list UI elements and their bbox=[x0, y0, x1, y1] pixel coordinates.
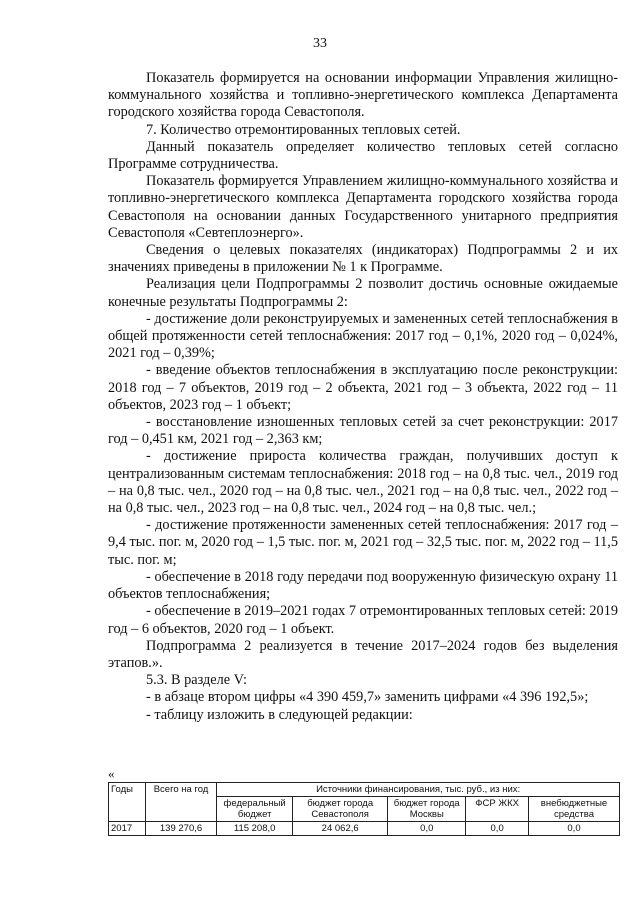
result-item: - обеспечение в 2018 году передачи под вооруженную физическую охрану 11 объектов теплоснабжения; bbox=[108, 568, 618, 603]
result-item: - восстановление изношенных тепловых сетей за счет реконструкции: 2017 год – 0,451 км, 2021 год – 2,363 км; bbox=[108, 414, 618, 448]
amendment-item: - таблицу изложить в следующей редакции: bbox=[146, 706, 413, 723]
paragraph: Сведения о целевых показателях (индикаторах) Подпрограммы 2 и их значениях приведены в приложении № 1 к Программе. bbox=[108, 242, 618, 276]
header-fsr: ФСР ЖКХ bbox=[466, 797, 529, 822]
result-item: - введение объектов теплоснабжения в эксплуатацию после реконструкции: 2018 год – 7 объектов, 2019 год – 2 объекта, 2021 год – 3 объекта, 2022 год – 11 объектов, 2023 год – 1 объект; bbox=[108, 362, 618, 413]
header-city: бюджет города Севастополя bbox=[293, 797, 388, 822]
financing-table bbox=[108, 782, 620, 836]
paragraph: Данный показатель определяет количество тепловых сетей согласно Программе сотрудничества. bbox=[108, 138, 618, 173]
cell-federal: 115 208,0 bbox=[217, 822, 293, 836]
table-row bbox=[109, 822, 620, 836]
cell-total: 139 270,6 bbox=[145, 822, 216, 836]
paragraph: 7. Количество отремонтированных тепловых сетей. bbox=[146, 121, 461, 138]
paragraph: Подпрограмма 2 реализуется в течение 2017–2024 годов без выделения этапов.». bbox=[108, 637, 618, 671]
result-item: - достижение протяженности замененных сетей теплоснабжения: 2017 год – 9,4 тыс. пог. м, 2020 год – 1,5 тыс. пог. м, 2021 год – 32,5 тыс. пог. м, 2022 год – 11,5 тыс. пог. м; bbox=[108, 517, 618, 568]
header-moscow: бюджет города Москвы bbox=[388, 797, 466, 822]
cell-year: 2017 bbox=[109, 822, 146, 836]
header-years: Годы bbox=[109, 783, 146, 822]
page-number: 33 bbox=[313, 36, 327, 51]
header-total: Всего на год bbox=[145, 783, 216, 822]
document-body bbox=[108, 70, 618, 724]
result-item: - обеспечение в 2019–2021 годах 7 отремонтированных тепловых сетей: 2019 год – 6 объектов, 2020 год – 1 объект. bbox=[108, 603, 618, 637]
opening-quote-mark: « bbox=[108, 766, 115, 781]
result-item: - достижение доли реконструируемых и замененных сетей теплоснабжения в общей протяженности сетей теплоснабжения: 2017 год – 0,1%, 2020 год – 0,024%, 2021 год – 0,39%; bbox=[108, 310, 618, 362]
header-federal: федеральный бюджет bbox=[217, 797, 293, 822]
table-header-row bbox=[109, 783, 620, 797]
header-sources: Источники финансирования, тыс. руб., из них: bbox=[217, 783, 620, 797]
cell-moscow: 0,0 bbox=[388, 822, 466, 836]
header-offbudget: внебюджетные средства bbox=[529, 797, 620, 822]
section-heading: 5.3. В разделе V: bbox=[146, 672, 247, 689]
result-item: - достижение прироста количества граждан, получивших доступ к централизованным системам теплоснабжения: 2018 год – на 0,8 тыс. чел., 2019 год – на 0,8 тыс. чел., 2020 год – на 0,8 тыс. чел., 2021 год – на 0,8 тыс. чел., 2022 год – на 0,8 тыс. чел., 2023 год – на 0,8 тыс. чел., 2024 год – на 0,8 тыс. чел.; bbox=[108, 448, 618, 517]
paragraph: Показатель формируется Управлением жилищно-коммунального хозяйства и топливно-энергетического комплекса Департамента городского хозяйства города Севастополя на основании данных Государственного унитарного предприятия Севастополя «Севтеплоэнерго». bbox=[108, 173, 618, 241]
paragraph: Реализация цели Подпрограммы 2 позволит достичь основные ожидаемые конечные результаты Подпрограммы 2: bbox=[108, 276, 618, 310]
cell-fsr: 0,0 bbox=[466, 822, 529, 836]
amendment-item: - в абзаце втором цифры «4 390 459,7» заменить цифрами «4 396 192,5»; bbox=[146, 689, 589, 706]
cell-offbudget: 0,0 bbox=[529, 822, 620, 836]
paragraph: Показатель формируется на основании информации Управления жилищно-коммунального хозяйства и топливно-энергетического комплекса Департамента городского хозяйства города Севастополя. bbox=[108, 70, 618, 121]
cell-city: 24 062,6 bbox=[293, 822, 388, 836]
